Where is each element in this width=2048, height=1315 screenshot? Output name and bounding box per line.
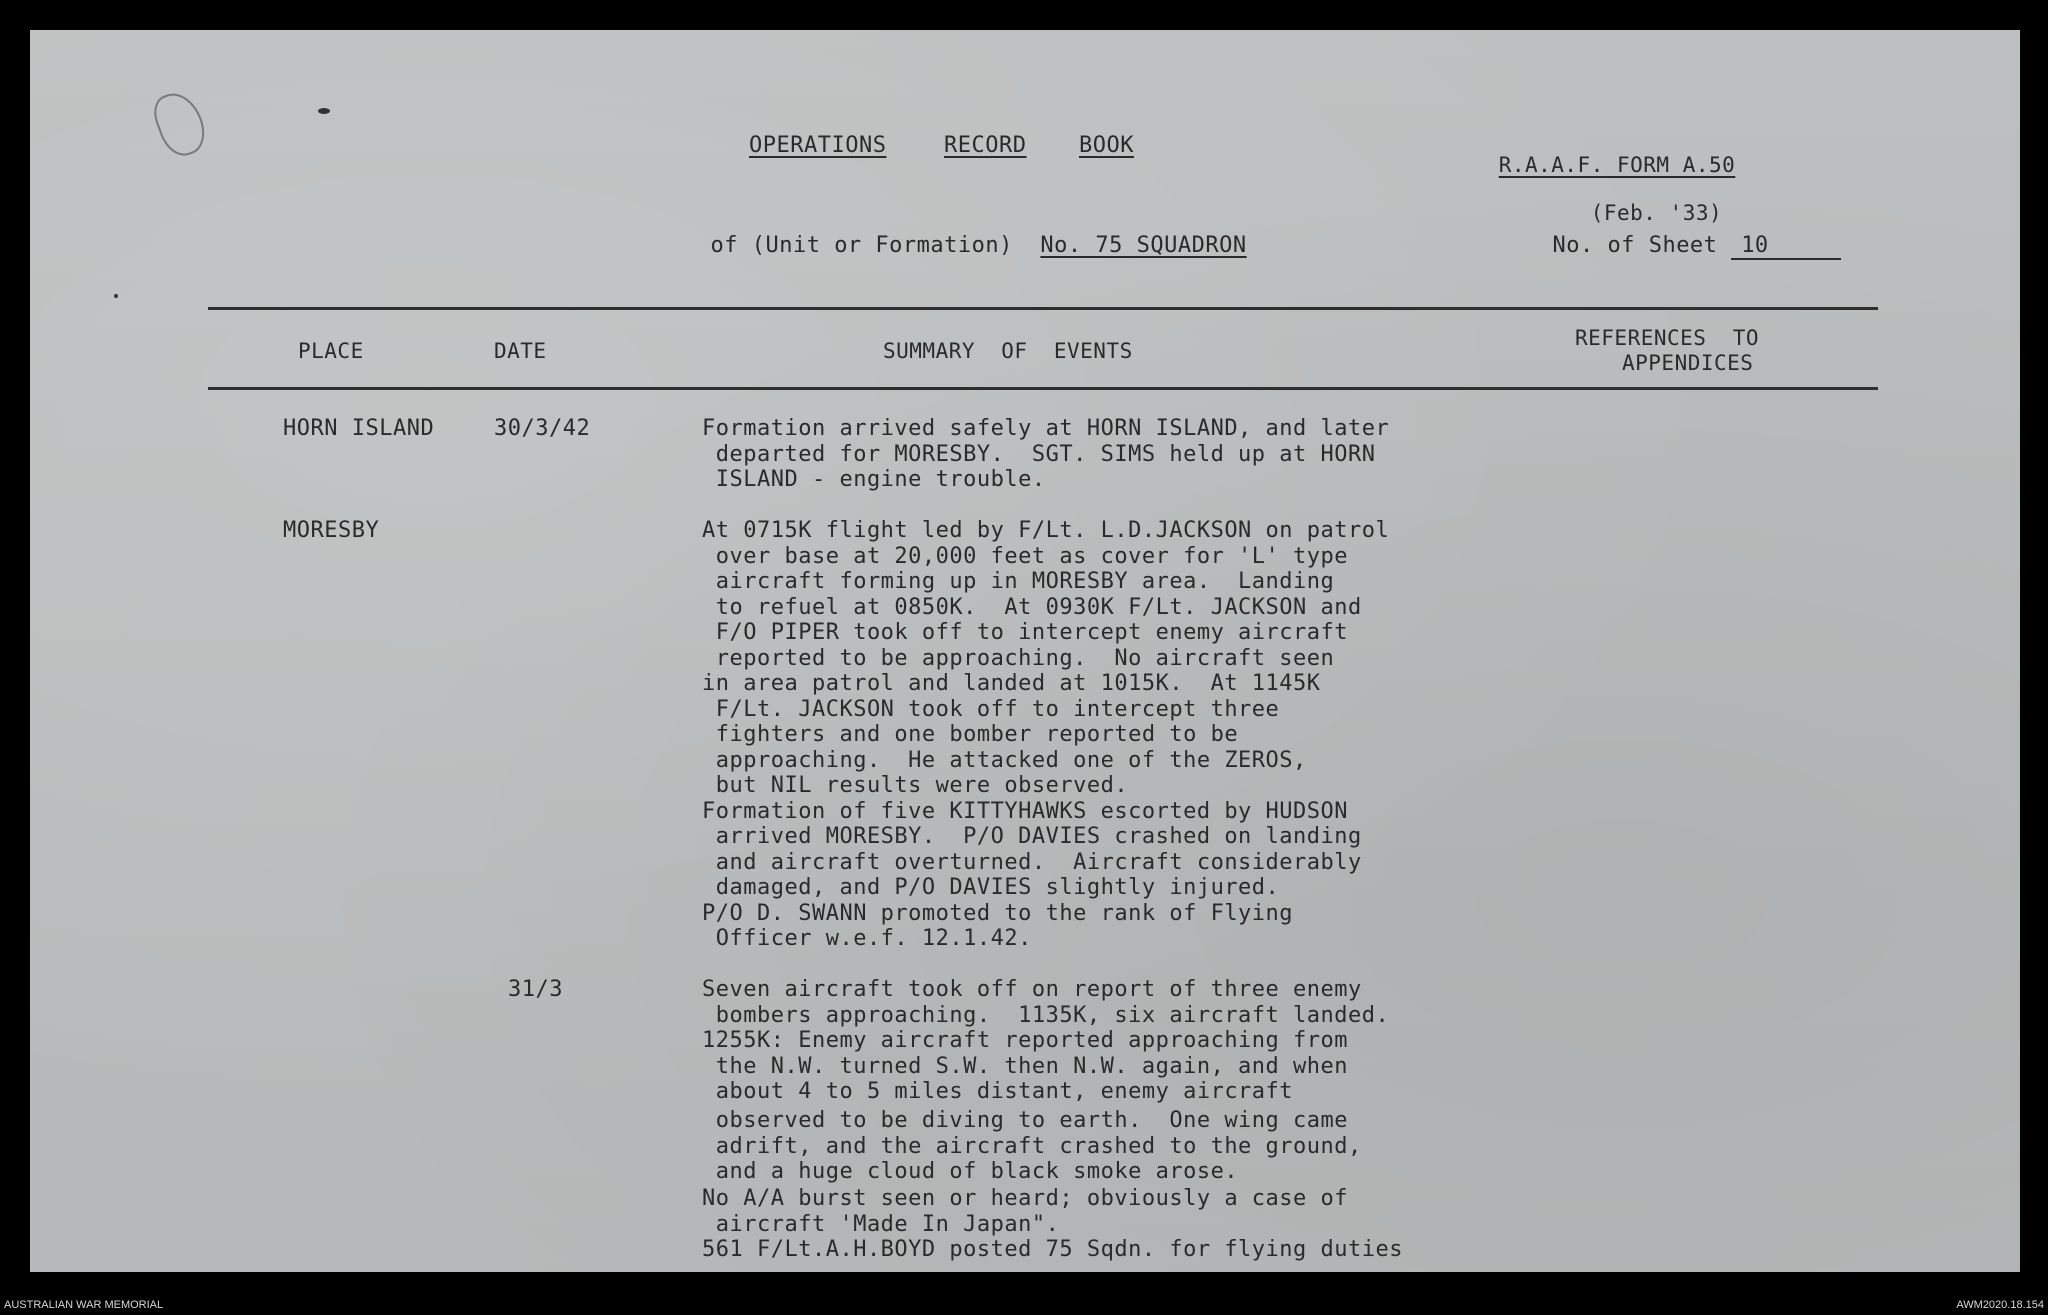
column-header-summary: SUMMARY OF EVENTS <box>883 339 1133 363</box>
record-sheet <box>30 30 2020 1272</box>
footer-accession-number: AWM2020.18.154 <box>1956 1299 2044 1311</box>
paper-tear-mark <box>148 86 211 161</box>
row-summary-continuation: observed to be diving to earth. One wing came adrift, and the aircraft crashed to the ground, and a huge cloud of black smoke arose. <box>715 1108 1362 1184</box>
header-bottom-rule <box>208 387 1878 390</box>
unit-label: of (Unit or Formation) <box>710 233 1013 258</box>
unit-line <box>628 208 1247 283</box>
ink-speck <box>114 294 118 298</box>
header-top-rule <box>208 307 1878 310</box>
column-header-date: DATE <box>494 339 547 363</box>
row-summary-continuation: No A/A burst seen or heard; obviously a case of aircraft 'Made In Japan". 561 F/Lt.A.H.BOYD posted 75 Sqdn. for flying duties <box>702 1186 1404 1262</box>
ink-speck <box>318 108 330 114</box>
row-date: 30/3/42 <box>494 416 591 441</box>
title-word-book: BOOK <box>1079 133 1134 158</box>
sheet-value: 10 <box>1731 233 1841 260</box>
column-header-appendices: APPENDICES <box>1622 351 1754 375</box>
sheet-label: No. of Sheet <box>1552 233 1718 258</box>
sheet-number <box>1470 208 1841 285</box>
row-summary: At 0715K flight led by F/Lt. L.D.JACKSON on patrol over base at 20,000 feet as cover for 'L' type aircraft forming up in MORESBY area. Landing to refuel at 0850K. At 0930K F/Lt. JACKSON and F/O PIPER took off to intercept enemy aircraft reported to be approaching. No aircraft seen in area patrol and landed at 1015K. At 1145K F/Lt. JACKSON took off to intercept three fighters and one bomber reported to be approaching. He attacked one of the ZEROS, but NIL results were observed. Formation of five KITTYHAWKS escorted by HUDSON arrived MORESBY. P/O DAVIES crashed on landing and aircraft overturned. Aircraft considerably damaged, and P/O DAVIES slightly injured. P/O D. SWANN promoted to the rank of Flying Officer w.e.f. 12.1.42. <box>702 518 1390 951</box>
row-summary: Formation arrived safely at HORN ISLAND, and later departed for MORESBY. SGT. SIMS held up at HORN ISLAND - engine trouble. <box>702 416 1390 492</box>
row-place: MORESBY <box>283 518 380 543</box>
title-word-record: RECORD <box>944 133 1027 158</box>
form-reference-line1: R.A.A.F. FORM A.50 <box>1498 153 1736 177</box>
row-date: 31/3 <box>508 977 563 1002</box>
footer-source: AUSTRALIAN WAR MEMORIAL <box>4 1299 164 1311</box>
column-header-place: PLACE <box>298 339 364 363</box>
form-reference-line2: (Feb. '33) <box>1590 201 1723 225</box>
column-header-references: REFERENCES TO <box>1575 326 1760 350</box>
row-place: HORN ISLAND <box>283 416 435 441</box>
row-summary: Seven aircraft took off on report of three enemy bombers approaching. 1135K, six aircraft landed. 1255K: Enemy aircraft reported approaching from the N.W. turned S.W. then N.W. again, and when about 4 to 5 miles distant, enemy aircraft <box>702 977 1390 1104</box>
unit-value: No. 75 SQUADRON <box>1040 233 1247 258</box>
title-word-operations: OPERATIONS <box>749 133 887 158</box>
